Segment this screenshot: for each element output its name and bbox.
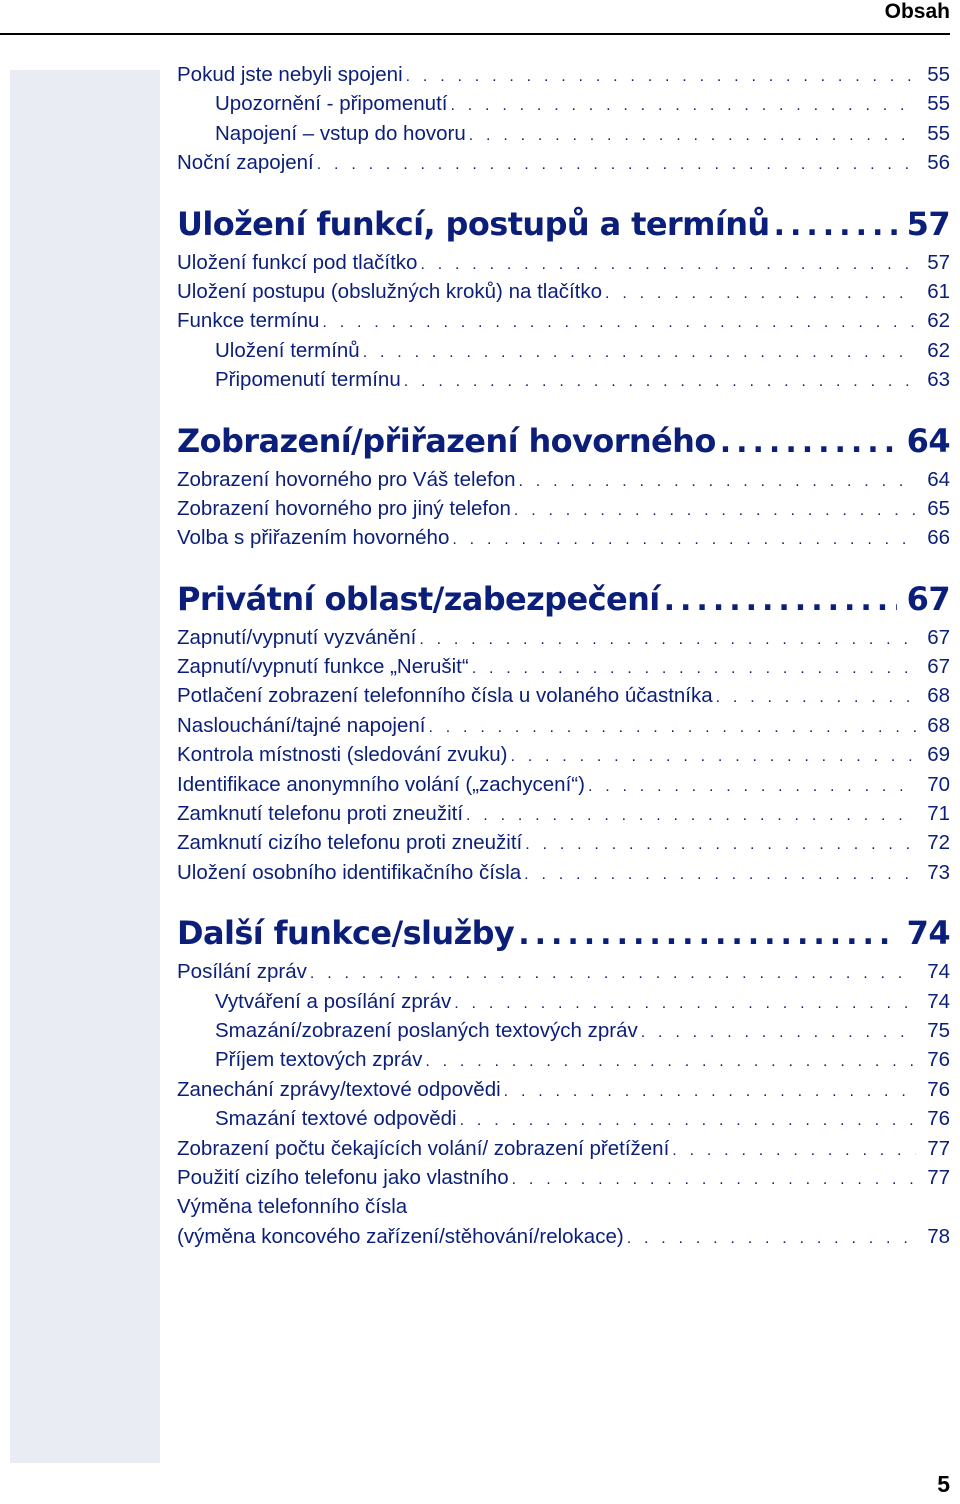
entry-page-number: 55 [927,63,950,86]
leader-dots [605,279,916,308]
leader-dots [310,959,916,988]
leader-dots [428,713,916,742]
leader-dots [518,467,916,496]
entry-page-number: 67 [927,625,950,649]
entry-page-number: 69 [927,743,950,767]
toc-entry[interactable] [177,711,950,740]
toc-entry[interactable] [177,1192,950,1221]
entry-page-number: 78 [927,1224,950,1248]
entry-label: Vytváření a posílání zpráv [215,989,452,1013]
toc-entry[interactable] [177,494,950,523]
leader-dots [716,683,916,712]
leader-dots [420,250,916,279]
leader-dots [404,367,916,396]
toc-subentry[interactable] [177,987,950,1016]
leader-dots [454,989,916,1018]
entry-page-number: 76 [927,1077,950,1101]
leader-dots [525,830,916,859]
leader-dots [450,91,916,120]
toc-subentry[interactable] [177,1045,950,1074]
entry-page-number: 74 [927,960,950,984]
toc-entry[interactable] [177,623,950,652]
sidebar-panel [10,70,160,1463]
toc-entry[interactable] [177,277,950,306]
leader-dots [419,625,916,654]
entry-label: Funkce termínu [177,309,320,333]
toc-entry[interactable] [177,828,950,857]
entry-label: Zobrazení počtu čekajících volání/ zobrazení přetížení [177,1136,670,1160]
toc-entry[interactable] [177,523,950,552]
heading-label: Uložení funkcí, postupů a termínů [177,204,770,243]
entry-page-number: 74 [927,989,950,1013]
toc-entry[interactable] [177,681,950,710]
leader-dots [588,772,916,801]
toc-entry[interactable] [177,465,950,494]
entry-label: Zobrazení hovorného pro Váš telefon [177,467,516,491]
entry-label: Zamknutí cizího telefonu proti zneužití [177,831,523,855]
entry-label: Napojení – vstup do hovoru [215,121,466,145]
entry-label: Posílání zpráv [177,960,307,984]
toc-heading[interactable] [177,204,950,244]
section-title: Obsah [884,0,950,23]
leader-dots [518,915,896,955]
entry-label: (výměna koncového zařízení/stěhování/relokace) [177,1224,624,1248]
toc-entry[interactable] [177,248,950,277]
entry-label: Smazání textové odpovědi [215,1107,457,1131]
leader-dots [469,121,916,150]
entry-label: Zamknutí telefonu proti zneužití [177,802,464,826]
entry-page-number: 75 [927,1018,950,1042]
leader-dots [664,581,897,621]
entry-label: Zanechání zprávy/textové odpovědi [177,1077,501,1101]
entry-page-number: 77 [927,1165,950,1189]
leader-dots [512,1165,916,1194]
entry-page-number: 68 [927,713,950,737]
toc-subentry[interactable] [177,119,950,148]
leader-dots [460,1106,916,1135]
entry-page-number: 56 [927,151,950,175]
entry-label: Uložení postupu (obslužných kroků) na tlačítko [177,279,603,303]
entry-page-number: 55 [927,92,950,116]
entry-label: Potlačení zobrazení telefonního čísla u volaného účastníka [177,684,713,708]
entry-page-number: 77 [927,1136,950,1160]
entry-label: Kontrola místnosti (sledování zvuku) [177,743,508,767]
leader-dots [322,308,916,337]
entry-page-number: 65 [927,496,950,520]
leader-dots [425,1047,916,1076]
entry-label: Smazání/zobrazení poslaných textových zpráv [215,1018,638,1042]
toc-heading[interactable] [177,913,950,953]
leader-dots [514,496,916,525]
entry-page-number: 63 [927,368,950,392]
heading-page-number: 74 [906,914,950,953]
entry-page-number: 70 [927,772,950,796]
leader-dots [774,206,897,246]
entry-label: Použití cizího telefonu jako vlastního [177,1165,509,1189]
entry-label: Uložení funkcí pod tlačítko [177,250,418,274]
toc-entry[interactable] [177,60,950,89]
leader-dots [720,423,897,463]
entry-label: Noční zapojení [177,151,314,175]
entry-label: Zobrazení hovorného pro jiný telefon [177,496,511,520]
table-of-contents [177,60,950,1251]
entry-page-number: 76 [927,1107,950,1131]
heading-page-number: 67 [906,579,950,618]
entry-label: Připomenutí termínu [215,368,401,392]
entry-page-number: 57 [927,250,950,274]
entry-page-number: 67 [927,655,950,679]
entry-label: Zapnutí/vypnutí funkce „Nerušit“ [177,655,469,679]
toc-subentry[interactable] [177,336,950,365]
toc-subentry[interactable] [177,365,950,394]
entry-label: Uložení osobního identifikačního čísla [177,860,522,884]
toc-entry[interactable] [177,1163,950,1192]
leader-dots [472,654,916,683]
leader-dots [524,860,916,889]
entry-label: Zapnutí/vypnutí vyzvánění [177,625,417,649]
entry-label: Příjem textových zpráv [215,1048,423,1072]
toc-entry[interactable] [177,1222,950,1251]
entry-label: Výměna telefonního čísla [177,1195,408,1219]
toc-subentry[interactable] [177,89,950,118]
toc-entry[interactable] [177,1134,950,1163]
entry-label: Uložení termínů [215,338,360,362]
entry-page-number: 62 [927,338,950,362]
toc-entry[interactable] [177,1075,950,1104]
toc-entry[interactable] [177,652,950,681]
toc-entry[interactable] [177,799,950,828]
entry-page-number: 62 [927,309,950,333]
toc-heading[interactable] [177,579,950,619]
leader-dots [641,1018,916,1047]
page-number: 5 [937,1471,950,1497]
toc-entry[interactable] [177,858,950,887]
entry-page-number: 73 [927,860,950,884]
heading-label: Privátní oblast/zabezpečení [177,579,660,618]
leader-dots [504,1077,916,1106]
leader-dots [363,338,916,367]
leader-dots [452,525,916,554]
leader-dots [406,62,916,91]
entry-page-number: 68 [927,684,950,708]
toc-entry[interactable] [177,306,950,335]
leader-dots [672,1136,916,1165]
entry-label: Pokud jste nebyli spojeni [177,63,403,86]
entry-page-number: 66 [927,526,950,550]
heading-label: Další funkce/služby [177,914,515,953]
entry-label: Upozornění - připomenutí [215,92,448,116]
toc-entry[interactable] [177,148,950,177]
toc-subentry[interactable] [177,1016,950,1045]
entry-label: Volba s přiřazením hovorného [177,526,450,550]
toc-entry[interactable] [177,740,950,769]
leader-dots [510,742,916,771]
entry-page-number: 64 [927,467,950,491]
entry-label: Naslouchání/tajné napojení [177,713,426,737]
toc-entry[interactable] [177,770,950,799]
entry-label: Identifikace anonymního volání („zachycení“) [177,772,585,796]
leader-dots [627,1224,916,1253]
heading-page-number: 64 [906,421,950,460]
heading-page-number: 57 [906,204,950,243]
toc-subentry[interactable] [177,1104,950,1133]
leader-dots [466,801,916,830]
toc-heading[interactable] [177,421,950,461]
entry-page-number: 55 [927,121,950,145]
entry-page-number: 61 [927,279,950,303]
entry-page-number: 72 [927,831,950,855]
entry-page-number: 71 [927,802,950,826]
header-rule [0,33,950,35]
heading-label: Zobrazení/přiřazení hovorného [177,421,716,460]
entry-page-number: 76 [927,1048,950,1072]
leader-dots [317,150,916,179]
toc-entry[interactable] [177,957,950,986]
